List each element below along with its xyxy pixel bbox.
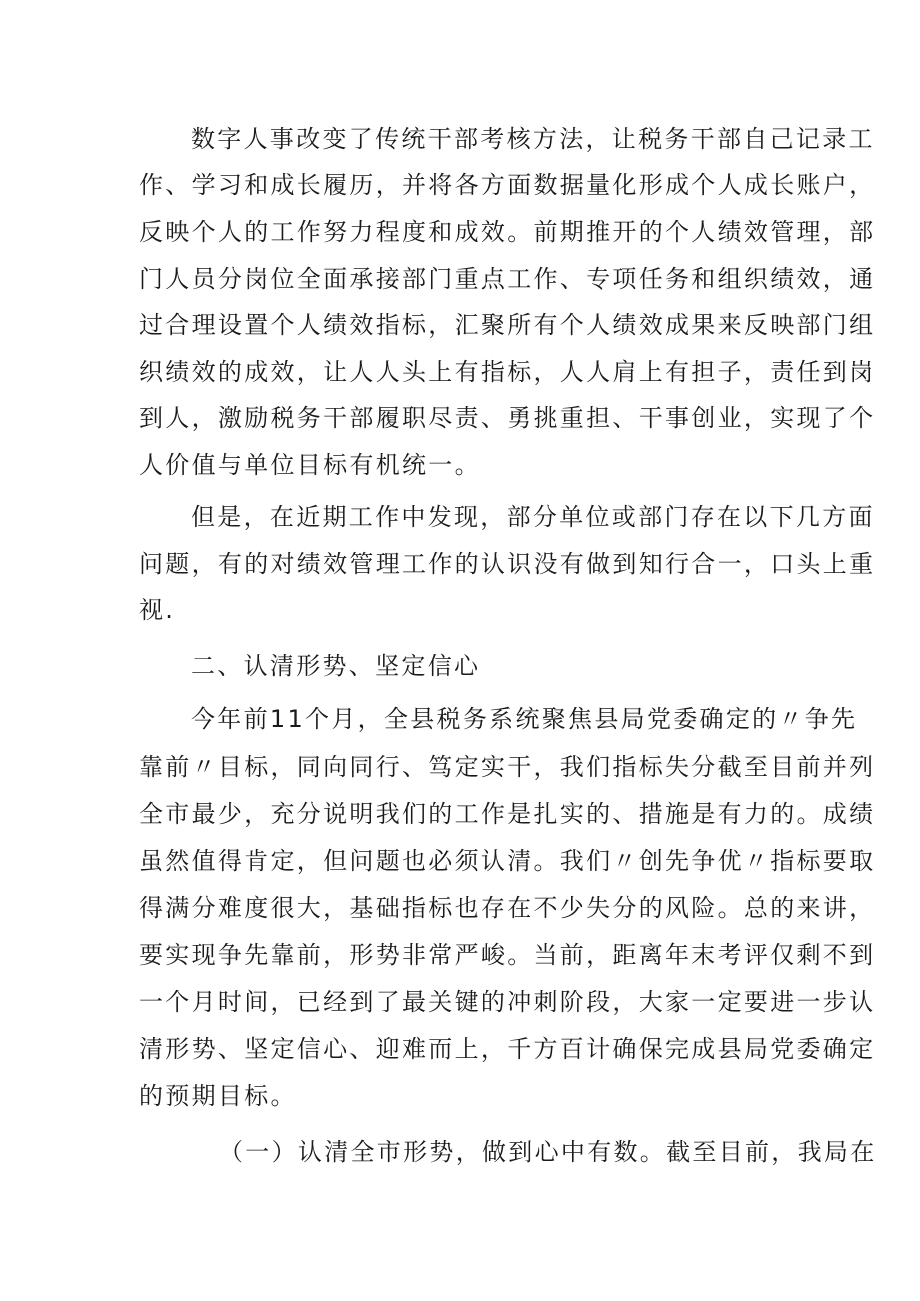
paragraph-3-line-1: 今年前11个月，全县税务系统聚焦县局党委确定的〃争先: [191, 705, 858, 733]
paragraph-3-line-5: 得满分难度很大，基础指标也存在不少失分的风险。总的来讲，: [139, 894, 876, 922]
paragraph-3-line-6: 要实现争先靠前，形势非常严峻。当前，距离年末考评仅剩不到: [139, 941, 876, 969]
paragraph-3-line-7: 一个月时间，已经到了最关键的冲刺阶段，大家一定要进一步认: [139, 988, 876, 1016]
paragraph-4-line-1: （一）认清全市形势，做到心中有数。截至目前，我局在: [219, 1138, 877, 1166]
paragraph-2-line-3: 视.: [139, 596, 176, 624]
paragraph-1-line-6: 织绩效的成效，让人人头上有指标，人人肩上有担子，责任到岗: [139, 358, 876, 386]
paragraph-3-line-2: 靠前〃目标，同向同行、笃定实干，我们指标失分截至目前并列: [139, 753, 876, 781]
paragraph-3-line-9: 的预期目标。: [139, 1082, 297, 1110]
paragraph-2-line-2: 问题，有的对绩效管理工作的认识没有做到知行合一，口头上重: [139, 550, 876, 578]
paragraph-1-line-2: 作、学习和成长履历，并将各方面数据量化形成个人成长账户，: [139, 171, 876, 199]
paragraph-3-line-3: 全市最少，充分说明我们的工作是扎实的、措施是有力的。成绩: [139, 800, 876, 828]
paragraph-1-line-5: 过合理设置个人绩效指标，汇聚所有个人绩效成果来反映部门组: [139, 311, 876, 339]
paragraph-1-line-4: 门人员分岗位全面承接部门重点工作、专项任务和组织绩效，通: [139, 265, 876, 293]
paragraph-3-line-8: 清形势、坚定信心、迎难而上，千方百计确保完成县局党委确定: [139, 1035, 876, 1063]
paragraph-2-line-1: 但是，在近期工作中发现，部分单位或部门存在以下几方面: [191, 503, 875, 531]
paragraph-1-line-1: 数字人事改变了传统干部考核方法，让税务干部自己记录工: [191, 125, 875, 153]
section-heading: 二、认清形势、坚定信心: [191, 652, 481, 680]
paragraph-1-line-3: 反映个人的工作努力程度和成效。前期推开的个人绩效管理，部: [139, 218, 876, 246]
paragraph-3-line-4: 虽然值得肯定，但问题也必须认清。我们〃创先争优〃指标要取: [139, 847, 876, 875]
paragraph-1-line-7: 到人，激励税务干部履职尽责、勇挑重担、干事创业，实现了个: [139, 404, 876, 432]
paragraph-1-line-8: 人价值与单位目标有机统一。: [139, 451, 481, 479]
